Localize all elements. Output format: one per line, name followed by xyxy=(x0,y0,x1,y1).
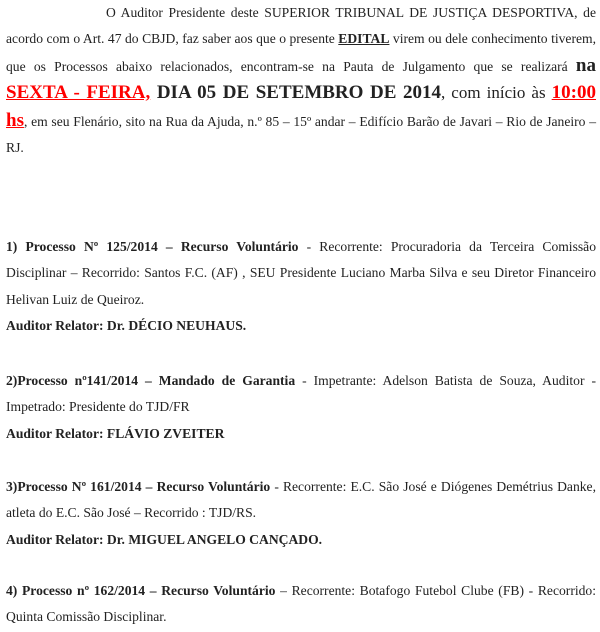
process-heading: 3)Processo Nº 161/2014 – Recurso Voluntário xyxy=(6,479,271,494)
intro-com-inicio: , com início às xyxy=(440,83,552,103)
process-heading: 4) Processo nº 162/2014 – Recurso Voluntário xyxy=(6,583,276,598)
process-heading: 1) Processo Nº 125/2014 – Recurso Voluntário xyxy=(6,239,299,254)
process-rapporteur: Auditor Relator: FLÁVIO ZVEITER xyxy=(6,425,225,441)
process-item-3 xyxy=(6,474,596,553)
intro-text-2: virem ou dele conhecimento tiverem, que os Processos abaixo relacionados, encontram-se na Pauta de Julgamento que se realizará xyxy=(6,31,596,74)
process-item-1 xyxy=(6,234,596,340)
process-body: - Recorrente: Procuradoria da Terceira Comissão Disciplinar – Recorrido: Santos F.C. (AF) , SEU Presidente Luciano Marba Silva e seu Diretor Financeiro Helivan Luiz de Queiroz. xyxy=(6,239,596,307)
process-item-2 xyxy=(6,368,596,447)
intro-na: na xyxy=(575,54,596,76)
process-rapporteur: Auditor Relator: Dr. MIGUEL ANGELO CANÇADO. xyxy=(6,531,323,547)
session-date: DIA 05 DE SETEMBRO DE 2014 xyxy=(150,82,441,104)
session-time: 10:00 hs xyxy=(6,82,596,131)
process-heading: 2)Processo nº141/2014 – Mandado de Garantia xyxy=(6,373,296,388)
process-rapporteur: Auditor Relator: Dr. DÉCIO NEUHAUS. xyxy=(6,318,247,334)
session-day: SEXTA - FEIRA, xyxy=(6,82,151,104)
edital-word: EDITAL xyxy=(338,31,390,47)
intro-paragraph xyxy=(6,0,596,161)
intro-text-1: O Auditor Presidente deste SUPERIOR TRIBUNAL DE JUSTIÇA DESPORTIVA, de acordo com o Art. 47 do CBJD, faz saber aos que o presente xyxy=(6,5,596,47)
process-body: - Recorrente: E.C. São José e Diógenes Demétrius Danke, atleta do E.C. São José – Recorrido : TJD/RS. xyxy=(6,479,596,521)
process-body: – Recorrente: Botafogo Futebol Clube (FB) - Recorrido: Quinta Comissão Disciplinar. xyxy=(6,583,596,625)
intro-text-3: , em seu Flenário, sito na Rua da Ajuda, n.º 85 – 15º andar – Edifício Barão de Javari – Rio de Janeiro – RJ. xyxy=(6,113,596,156)
process-body: - Impetrante: Adelson Batista de Souza, Auditor -Impetrado: Presidente do TJD/FR xyxy=(6,373,596,415)
process-item-4 xyxy=(6,578,596,631)
